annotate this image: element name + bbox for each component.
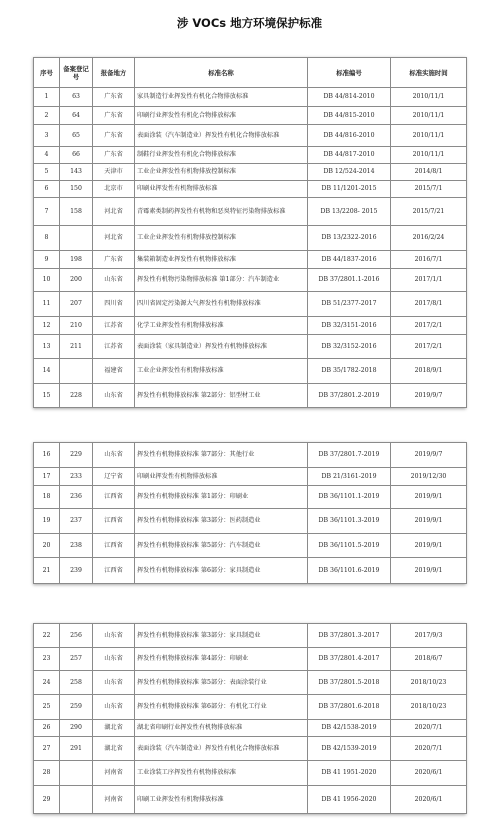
- cell-region: 山东省: [93, 443, 135, 468]
- cell-standard-code: DB 37/2801.6-2018: [308, 695, 391, 720]
- cell-standard-code: DB 44/1837-2016: [308, 251, 391, 269]
- cell-region: 广东省: [93, 88, 135, 107]
- cell-region: 山东省: [93, 648, 135, 671]
- header-index: 序号: [34, 58, 60, 88]
- cell-filing-number: 291: [60, 737, 93, 761]
- cell-region: 广东省: [93, 147, 135, 164]
- cell-filing-number: 237: [60, 509, 93, 534]
- cell-index: 24: [34, 671, 60, 695]
- cell-effective-date: 2017/1/1: [391, 269, 467, 292]
- cell-effective-date: 2017/9/3: [391, 624, 467, 648]
- cell-region: 四川省: [93, 292, 135, 317]
- cell-filing-number: 259: [60, 695, 93, 720]
- table-row: [34, 292, 467, 317]
- cell-region: 江西省: [93, 558, 135, 584]
- table-row: [34, 624, 467, 648]
- cell-standard-code: DB 35/1782-2018: [308, 359, 391, 384]
- cell-standard-name: 挥发性有机物排放标准 第7部分：其他行业: [135, 443, 308, 468]
- table-row: [34, 384, 467, 408]
- table-header-row: [34, 58, 467, 88]
- cell-standard-name: 青霉素类制药挥发性有机物和恶臭特征污染物排放标准: [135, 198, 308, 226]
- cell-region: 江苏省: [93, 335, 135, 359]
- table-row: [34, 534, 467, 558]
- cell-filing-number: 66: [60, 147, 93, 164]
- cell-standard-name: 工业企业挥发性有机物排放标准: [135, 359, 308, 384]
- cell-standard-code: DB 21/3161-2019: [308, 468, 391, 486]
- header-filing-number: 备案登记号: [60, 58, 93, 88]
- cell-effective-date: 2019/9/1: [391, 558, 467, 584]
- cell-standard-name: 挥发性有机物排放标准 第1部分：印刷业: [135, 486, 308, 509]
- cell-index: 21: [34, 558, 60, 584]
- cell-standard-code: DB 32/3151-2016: [308, 317, 391, 335]
- table-row: [34, 720, 467, 737]
- cell-index: 10: [34, 269, 60, 292]
- cell-effective-date: 2010/11/1: [391, 147, 467, 164]
- cell-standard-code: DB 12/524-2014: [308, 164, 391, 181]
- cell-effective-date: 2010/11/1: [391, 125, 467, 147]
- cell-standard-name: 湖北省印刷行业挥发性有机物排放标准: [135, 720, 308, 737]
- table-row: [34, 737, 467, 761]
- cell-standard-code: DB 37/2801.1-2016: [308, 269, 391, 292]
- cell-index: 28: [34, 761, 60, 786]
- cell-effective-date: 2020/7/1: [391, 737, 467, 761]
- cell-effective-date: 2019/12/30: [391, 468, 467, 486]
- table-row: [34, 107, 467, 125]
- cell-standard-code: DB 32/3152-2016: [308, 335, 391, 359]
- cell-filing-number: [60, 359, 93, 384]
- table-row: [34, 443, 467, 468]
- table-row: [34, 761, 467, 786]
- cell-effective-date: 2017/8/1: [391, 292, 467, 317]
- cell-effective-date: 2018/9/1: [391, 359, 467, 384]
- cell-standard-code: DB 36/1101.3-2019: [308, 509, 391, 534]
- cell-region: 江西省: [93, 486, 135, 509]
- cell-filing-number: 158: [60, 198, 93, 226]
- cell-effective-date: 2018/6/7: [391, 648, 467, 671]
- table-row: [34, 269, 467, 292]
- header-standard-name: 标准名称: [135, 58, 308, 88]
- cell-effective-date: 2019/9/7: [391, 384, 467, 408]
- table-row: [34, 695, 467, 720]
- cell-index: 17: [34, 468, 60, 486]
- cell-region: 山东省: [93, 269, 135, 292]
- cell-standard-code: DB 37/2801.7-2019: [308, 443, 391, 468]
- cell-standard-name: 工业企业挥发性有机物排放控制标准: [135, 164, 308, 181]
- cell-filing-number: 207: [60, 292, 93, 317]
- table-row: [34, 164, 467, 181]
- table-row: [34, 251, 467, 269]
- cell-index: 23: [34, 648, 60, 671]
- cell-standard-name: 挥发性有机物排放标准 第2部分：铝型材工业: [135, 384, 308, 408]
- cell-standard-name: 表面涂装（汽车制造业）挥发性有机化合物排放标准: [135, 125, 308, 147]
- table-row: [34, 198, 467, 226]
- cell-standard-name: 表面涂装（家具制造业）挥发性有机物排放标准: [135, 335, 308, 359]
- cell-region: 山东省: [93, 384, 135, 408]
- cell-region: 河南省: [93, 786, 135, 814]
- cell-effective-date: 2020/6/1: [391, 761, 467, 786]
- cell-effective-date: 2016/2/24: [391, 226, 467, 251]
- cell-index: 22: [34, 624, 60, 648]
- cell-region: 河北省: [93, 226, 135, 251]
- cell-standard-name: 印刷业挥发性有机物排放标准: [135, 181, 308, 198]
- cell-standard-name: 挥发性有机物污染物排放标准 第1部分：汽车制造业: [135, 269, 308, 292]
- cell-index: 4: [34, 147, 60, 164]
- cell-effective-date: 2010/11/1: [391, 107, 467, 125]
- cell-index: 11: [34, 292, 60, 317]
- cell-standard-name: 表面涂装（汽车制造业）挥发性有机化合物排放标准: [135, 737, 308, 761]
- cell-index: 15: [34, 384, 60, 408]
- cell-standard-name: 挥发性有机物排放标准 第6部分：有机化工行业: [135, 695, 308, 720]
- cell-standard-code: DB 37/2801.3-2017: [308, 624, 391, 648]
- cell-filing-number: 64: [60, 107, 93, 125]
- cell-filing-number: 239: [60, 558, 93, 584]
- cell-standard-code: DB 41 1956-2020: [308, 786, 391, 814]
- cell-index: 19: [34, 509, 60, 534]
- cell-index: 9: [34, 251, 60, 269]
- cell-region: 北京市: [93, 181, 135, 198]
- cell-filing-number: [60, 761, 93, 786]
- cell-region: 河南省: [93, 761, 135, 786]
- table-row: [34, 671, 467, 695]
- cell-standard-code: DB 37/2801.5-2018: [308, 671, 391, 695]
- cell-standard-name: 制鞋行业挥发性有机化合物排放标准: [135, 147, 308, 164]
- cell-standard-name: 印刷行业挥发性有机化合物排放标准: [135, 107, 308, 125]
- cell-index: 1: [34, 88, 60, 107]
- cell-standard-code: DB 36/1101.1-2019: [308, 486, 391, 509]
- cell-index: 18: [34, 486, 60, 509]
- cell-standard-name: 四川省固定污染源大气挥发性有机物排放标准: [135, 292, 308, 317]
- cell-standard-name: 印刷业挥发性有机物排放标准: [135, 468, 308, 486]
- cell-standard-name: 挥发性有机物排放标准 第4部分：印刷业: [135, 648, 308, 671]
- cell-index: 3: [34, 125, 60, 147]
- cell-index: 27: [34, 737, 60, 761]
- cell-effective-date: 2015/7/21: [391, 198, 467, 226]
- cell-index: 7: [34, 198, 60, 226]
- table-row: [34, 558, 467, 584]
- table-row: [34, 317, 467, 335]
- cell-standard-name: 印刷工业挥发性有机物排放标准: [135, 786, 308, 814]
- cell-filing-number: 258: [60, 671, 93, 695]
- cell-index: 14: [34, 359, 60, 384]
- table-row: [34, 125, 467, 147]
- cell-filing-number: 290: [60, 720, 93, 737]
- header-standard-code: 标准编号: [308, 58, 391, 88]
- cell-filing-number: 65: [60, 125, 93, 147]
- cell-standard-code: DB 44/817-2010: [308, 147, 391, 164]
- cell-effective-date: 2020/6/1: [391, 786, 467, 814]
- standards-table-part-2: [33, 442, 466, 584]
- page-title: 涉 VOCs 地方环境保护标准: [176, 16, 323, 30]
- cell-region: 天津市: [93, 164, 135, 181]
- cell-index: 8: [34, 226, 60, 251]
- cell-region: 江西省: [93, 534, 135, 558]
- cell-filing-number: 198: [60, 251, 93, 269]
- cell-region: 福建省: [93, 359, 135, 384]
- cell-index: 25: [34, 695, 60, 720]
- cell-effective-date: 2018/10/23: [391, 671, 467, 695]
- cell-effective-date: 2017/2/1: [391, 317, 467, 335]
- cell-index: 12: [34, 317, 60, 335]
- cell-filing-number: 211: [60, 335, 93, 359]
- cell-standard-code: DB 13/2322-2016: [308, 226, 391, 251]
- cell-index: 26: [34, 720, 60, 737]
- cell-filing-number: 229: [60, 443, 93, 468]
- cell-effective-date: 2020/7/1: [391, 720, 467, 737]
- cell-effective-date: 2017/2/1: [391, 335, 467, 359]
- cell-filing-number: 150: [60, 181, 93, 198]
- cell-standard-code: DB 41 1951-2020: [308, 761, 391, 786]
- header-region: 报备地方: [93, 58, 135, 88]
- cell-filing-number: 257: [60, 648, 93, 671]
- cell-effective-date: 2019/9/7: [391, 443, 467, 468]
- cell-filing-number: 210: [60, 317, 93, 335]
- cell-standard-code: DB 44/814-2010: [308, 88, 391, 107]
- table-row: [34, 648, 467, 671]
- table-row: [34, 486, 467, 509]
- cell-standard-code: DB 13/2208- 2015: [308, 198, 391, 226]
- table-row: [34, 88, 467, 107]
- cell-filing-number: [60, 226, 93, 251]
- cell-standard-name: 化学工业挥发性有机物排放标准: [135, 317, 308, 335]
- cell-standard-code: DB 36/1101.6-2019: [308, 558, 391, 584]
- cell-effective-date: 2019/9/1: [391, 509, 467, 534]
- table-row: [34, 468, 467, 486]
- cell-region: 江西省: [93, 509, 135, 534]
- cell-region: 山东省: [93, 624, 135, 648]
- cell-filing-number: 256: [60, 624, 93, 648]
- cell-filing-number: 238: [60, 534, 93, 558]
- cell-standard-name: 家具制造行业挥发性有机化合物排放标准: [135, 88, 308, 107]
- cell-index: 29: [34, 786, 60, 814]
- header-effective-date: 标准实施时间: [391, 58, 467, 88]
- table-row: [34, 181, 467, 198]
- cell-standard-name: 工业企业挥发性有机物排放控制标准: [135, 226, 308, 251]
- cell-standard-name: 挥发性有机物排放标准 第3部分：家具制造业: [135, 624, 308, 648]
- cell-standard-code: DB 36/1101.5-2019: [308, 534, 391, 558]
- cell-index: 16: [34, 443, 60, 468]
- cell-effective-date: 2019/9/1: [391, 486, 467, 509]
- table-row: [34, 359, 467, 384]
- cell-filing-number: [60, 786, 93, 814]
- cell-region: 广东省: [93, 107, 135, 125]
- cell-standard-code: DB 51/2377-2017: [308, 292, 391, 317]
- cell-region: 山东省: [93, 695, 135, 720]
- cell-standard-name: 工业涂装工序挥发性有机物排放标准: [135, 761, 308, 786]
- cell-standard-name: 挥发性有机物排放标准 第5部分：汽车制造业: [135, 534, 308, 558]
- table-row: [34, 226, 467, 251]
- cell-region: 辽宁省: [93, 468, 135, 486]
- cell-standard-code: DB 44/815-2010: [308, 107, 391, 125]
- cell-standard-code: DB 11/1201-2015: [308, 181, 391, 198]
- cell-region: 广东省: [93, 125, 135, 147]
- cell-effective-date: 2015/7/1: [391, 181, 467, 198]
- cell-standard-code: DB 44/816-2010: [308, 125, 391, 147]
- cell-index: 5: [34, 164, 60, 181]
- cell-effective-date: 2010/11/1: [391, 88, 467, 107]
- cell-index: 13: [34, 335, 60, 359]
- cell-index: 2: [34, 107, 60, 125]
- cell-region: 河北省: [93, 198, 135, 226]
- table-row: [34, 335, 467, 359]
- cell-index: 6: [34, 181, 60, 198]
- cell-standard-name: 挥发性有机物排放标准 第6部分：家具制造业: [135, 558, 308, 584]
- table-row: [34, 509, 467, 534]
- cell-filing-number: 63: [60, 88, 93, 107]
- cell-filing-number: 236: [60, 486, 93, 509]
- cell-region: 江苏省: [93, 317, 135, 335]
- cell-standard-name: 挥发性有机物排放标准 第3部分：医药制造业: [135, 509, 308, 534]
- cell-effective-date: 2018/10/23: [391, 695, 467, 720]
- standards-table-part-1: [33, 57, 466, 408]
- cell-standard-code: DB 42/1538-2019: [308, 720, 391, 737]
- cell-region: 湖北省: [93, 737, 135, 761]
- cell-region: 山东省: [93, 671, 135, 695]
- cell-standard-name: 集装箱制造业挥发性有机物排放标准: [135, 251, 308, 269]
- cell-region: 湖北省: [93, 720, 135, 737]
- cell-standard-code: DB 37/2801.4-2017: [308, 648, 391, 671]
- cell-filing-number: 143: [60, 164, 93, 181]
- cell-standard-code: DB 37/2801.2-2019: [308, 384, 391, 408]
- cell-filing-number: 200: [60, 269, 93, 292]
- cell-region: 广东省: [93, 251, 135, 269]
- cell-standard-code: DB 42/1539-2019: [308, 737, 391, 761]
- standards-table-part-3: [33, 623, 466, 814]
- cell-filing-number: 233: [60, 468, 93, 486]
- table-row: [34, 147, 467, 164]
- cell-effective-date: 2016/7/1: [391, 251, 467, 269]
- table-row: [34, 786, 467, 814]
- cell-index: 20: [34, 534, 60, 558]
- cell-filing-number: 228: [60, 384, 93, 408]
- cell-effective-date: 2014/8/1: [391, 164, 467, 181]
- cell-effective-date: 2019/9/1: [391, 534, 467, 558]
- cell-standard-name: 挥发性有机物排放标准 第5部分：表面涂装行业: [135, 671, 308, 695]
